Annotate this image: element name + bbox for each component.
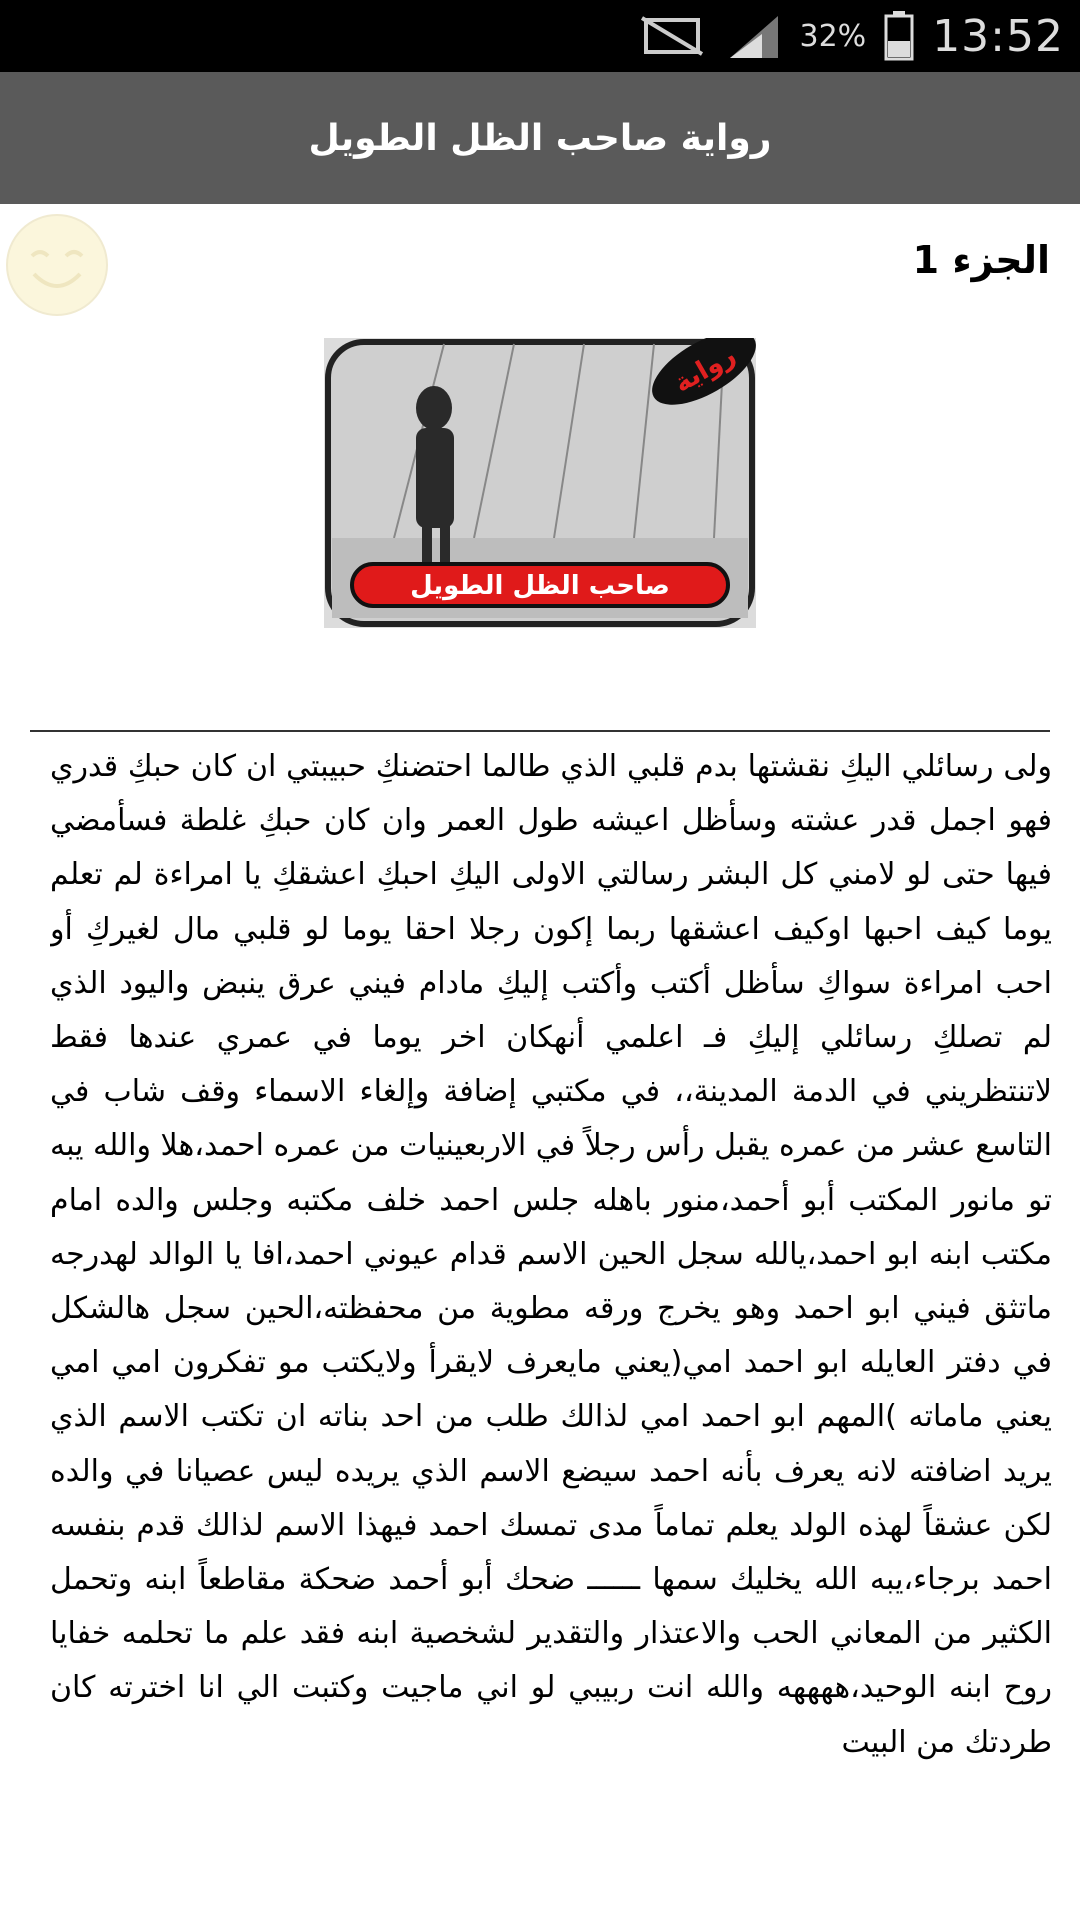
battery-icon [884,11,914,61]
status-bar [0,0,1080,72]
sim-blocked-icon [636,12,708,60]
app-bar [0,72,1080,204]
clock: 13:52 [932,10,1064,62]
app-title: رواية صاحب الظل الطويل [308,117,772,159]
story-text: ولى رسائلي اليكِ نقشتها بدم قلبي الذي طالما احتضنكِ حبيبتي ان كان حبكِ قدري فهو اجمل قدر عشته وسأظل اعيشه طول العمر وان كان حبكِ غلطة فسأمضي فيها حتى لو لامني كل البشر رسالتي الاولى اليكِ احبكِ اعشقكِ يا امراءة لم تعلم يوما كيف احبها اوكيف اعشقها ربما إكون رجلا احقا يوما لو قلبي مال لغيركِ أو احب امراءة سواكِ سأظل أكتب وأكتب إليكِ مادام فيني عرق ينبض واليود الذي لم تصلكِ رسائلي إليكِ فـ اعلمي أنهكان اخر يوما في عمري عندها فقط لاتنتظريني في الدمة المدينة،، في مكتبي إضافة وإلغاء الاسماء وقف شاب في التاسع عشر من عمره يقبل رأس رجلاً في الاربعينيات من عمره احمد،هلا والله يبه تو مانور المكتب أبو أحمد،منور باهله جلس احمد خلف مكتبه وجلس والده امام مكتب ابنه ابو احمد،يالله سجل الحين الاسم قدام عيوني احمد،افا يا الوالد لهدرجه ماتثق فيني ابو احمد وهو يخرج ورقه مطوية من محفظته،الحين سجل هالشكل في دفتر العايله ابو احمد امي(يعني مايعرف لايقرأ ولايكتب مو تفكرون امي امي يعني ماماته )المهم ابو احمد امي لذالك طلب من احد بناته ان تكتب الاسم الذي يريد اضافته لانه يعرف بأنه احمد سيضع الاسم الذي يريده ليس عصيانا في والده لكن عشقاً لهذه الولد يعلم تماماً مدى تمسك احمد فيهذا الاسم لذالك قدم بنفسه احمد برجاء،يبه الله يخليك سمها ــــــ ضحك أبو أحمد ضحكة مقاطعاً ابنه وتحمل الكثير من المعاني الحب والاعتذار والتقدير لشخصية ابنه فقد علم ما تحلمه خفايا روح ابنه الوحيد،ههههه والله انت ربيبي لو اني ماجيت وكتبت الي انا اخترته كان طردتك من البيت [50,749,1052,1760]
smiley-icon[interactable] [4,212,110,318]
part-title: الجزء 1 [912,238,1050,282]
novel-cover-image [324,338,756,628]
cover-badge: رواية [669,340,741,400]
divider [30,730,1050,732]
battery-percent: 32% [799,18,867,54]
signal-icon [726,12,782,60]
cover-caption: صاحب الظل الطويل [410,571,670,601]
status-icons [636,0,1065,72]
